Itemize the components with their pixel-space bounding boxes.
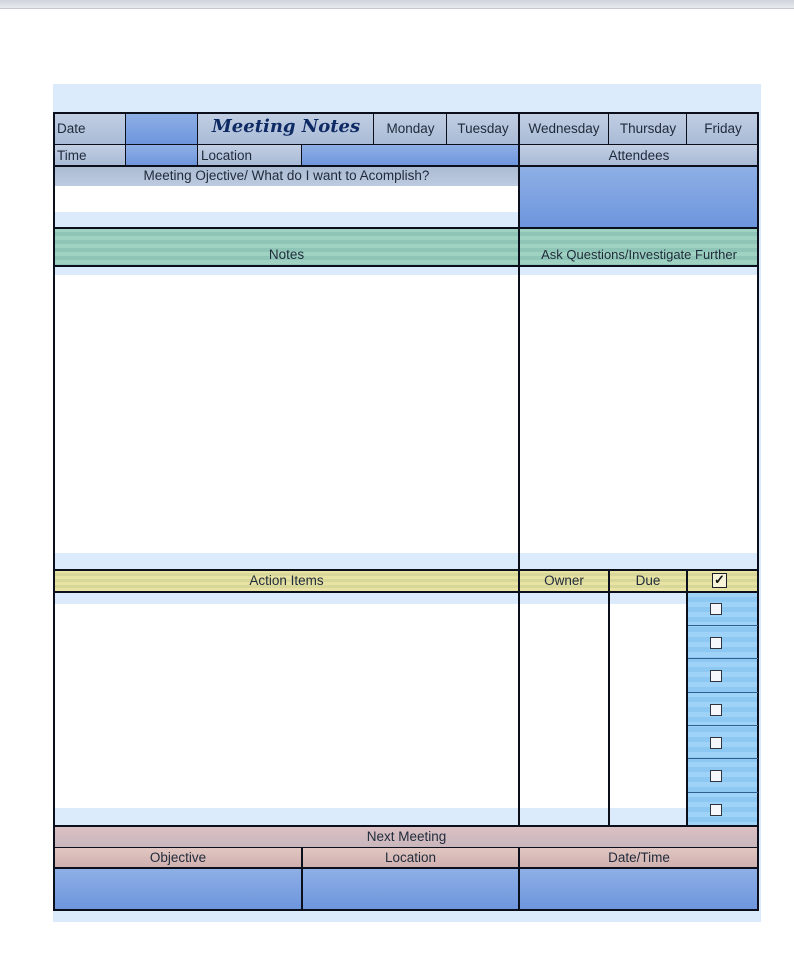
notes-area[interactable] <box>54 275 519 553</box>
questions-area[interactable] <box>519 275 759 553</box>
next-datetime-label: Date/Time <box>519 848 759 868</box>
next-datetime-field[interactable] <box>519 868 759 910</box>
divider <box>53 825 759 827</box>
done-column <box>687 592 759 826</box>
action-checkbox[interactable] <box>710 603 722 615</box>
action-checkbox[interactable] <box>710 637 722 649</box>
due-area[interactable] <box>609 604 687 808</box>
divider <box>686 112 687 145</box>
questions-label: Ask Questions/Investigate Further <box>519 228 759 265</box>
divider <box>53 867 759 869</box>
divider <box>373 112 374 145</box>
divider <box>53 591 759 593</box>
time-label: Time <box>54 145 126 166</box>
divider <box>125 112 126 166</box>
time-field[interactable] <box>126 145 198 166</box>
day-tuesday[interactable]: Tuesday <box>447 113 519 145</box>
next-location-field[interactable] <box>302 868 519 910</box>
day-friday[interactable]: Friday <box>687 113 759 145</box>
divider <box>608 569 610 826</box>
divider <box>53 227 759 229</box>
border-left <box>53 112 55 911</box>
divider <box>53 569 759 571</box>
border-top <box>53 112 759 114</box>
divider <box>608 112 609 145</box>
location-field[interactable] <box>302 145 519 166</box>
divider <box>518 847 520 911</box>
divider <box>686 569 688 826</box>
checkbox-row-divider <box>688 692 758 693</box>
border-bottom <box>53 909 759 911</box>
divider <box>518 112 520 826</box>
attendees-label: Attendees <box>519 145 759 166</box>
date-label: Date <box>54 113 126 145</box>
divider <box>301 847 303 911</box>
objective-label: Meeting Ojective/ What do I want to Acomplish? <box>54 166 519 186</box>
objective-spacer <box>54 212 519 228</box>
page-title: Meeting Notes <box>198 113 374 145</box>
action-items-label: Action Items <box>54 570 519 592</box>
location-label: Location <box>198 145 302 166</box>
checkbox-row-divider <box>688 658 758 659</box>
date-field[interactable] <box>126 113 198 145</box>
owner-label: Owner <box>519 570 609 592</box>
window-top-bar <box>0 0 794 9</box>
divider <box>197 112 198 166</box>
checkbox-row-divider <box>688 625 758 626</box>
divider <box>53 165 759 167</box>
action-items-area[interactable] <box>54 604 519 808</box>
next-objective-field[interactable] <box>54 868 302 910</box>
checkbox-row-divider <box>688 758 758 759</box>
due-label: Due <box>609 570 687 592</box>
notes-label: Notes <box>54 228 519 265</box>
owner-area[interactable] <box>519 604 609 808</box>
attendees-field[interactable] <box>519 166 759 228</box>
checkmark-icon: ✓ <box>712 573 727 588</box>
action-checkbox[interactable] <box>710 737 722 749</box>
objective-field[interactable] <box>54 186 519 212</box>
day-wednesday[interactable]: Wednesday <box>519 113 609 145</box>
action-checkbox[interactable] <box>710 804 722 816</box>
divider <box>301 144 302 166</box>
day-monday[interactable]: Monday <box>374 113 447 145</box>
next-meeting-label: Next Meeting <box>54 826 759 848</box>
checkbox-row-divider <box>688 792 758 793</box>
divider <box>53 265 759 267</box>
day-thursday[interactable]: Thursday <box>609 113 687 145</box>
divider <box>53 144 759 145</box>
next-location-label: Location <box>302 848 519 868</box>
action-checkbox[interactable] <box>710 670 722 682</box>
divider <box>446 112 447 145</box>
checkbox-row-divider <box>688 725 758 726</box>
next-objective-label: Objective <box>54 848 302 868</box>
action-checkbox[interactable] <box>710 770 722 782</box>
divider <box>53 847 759 848</box>
action-checkbox[interactable] <box>710 704 722 716</box>
